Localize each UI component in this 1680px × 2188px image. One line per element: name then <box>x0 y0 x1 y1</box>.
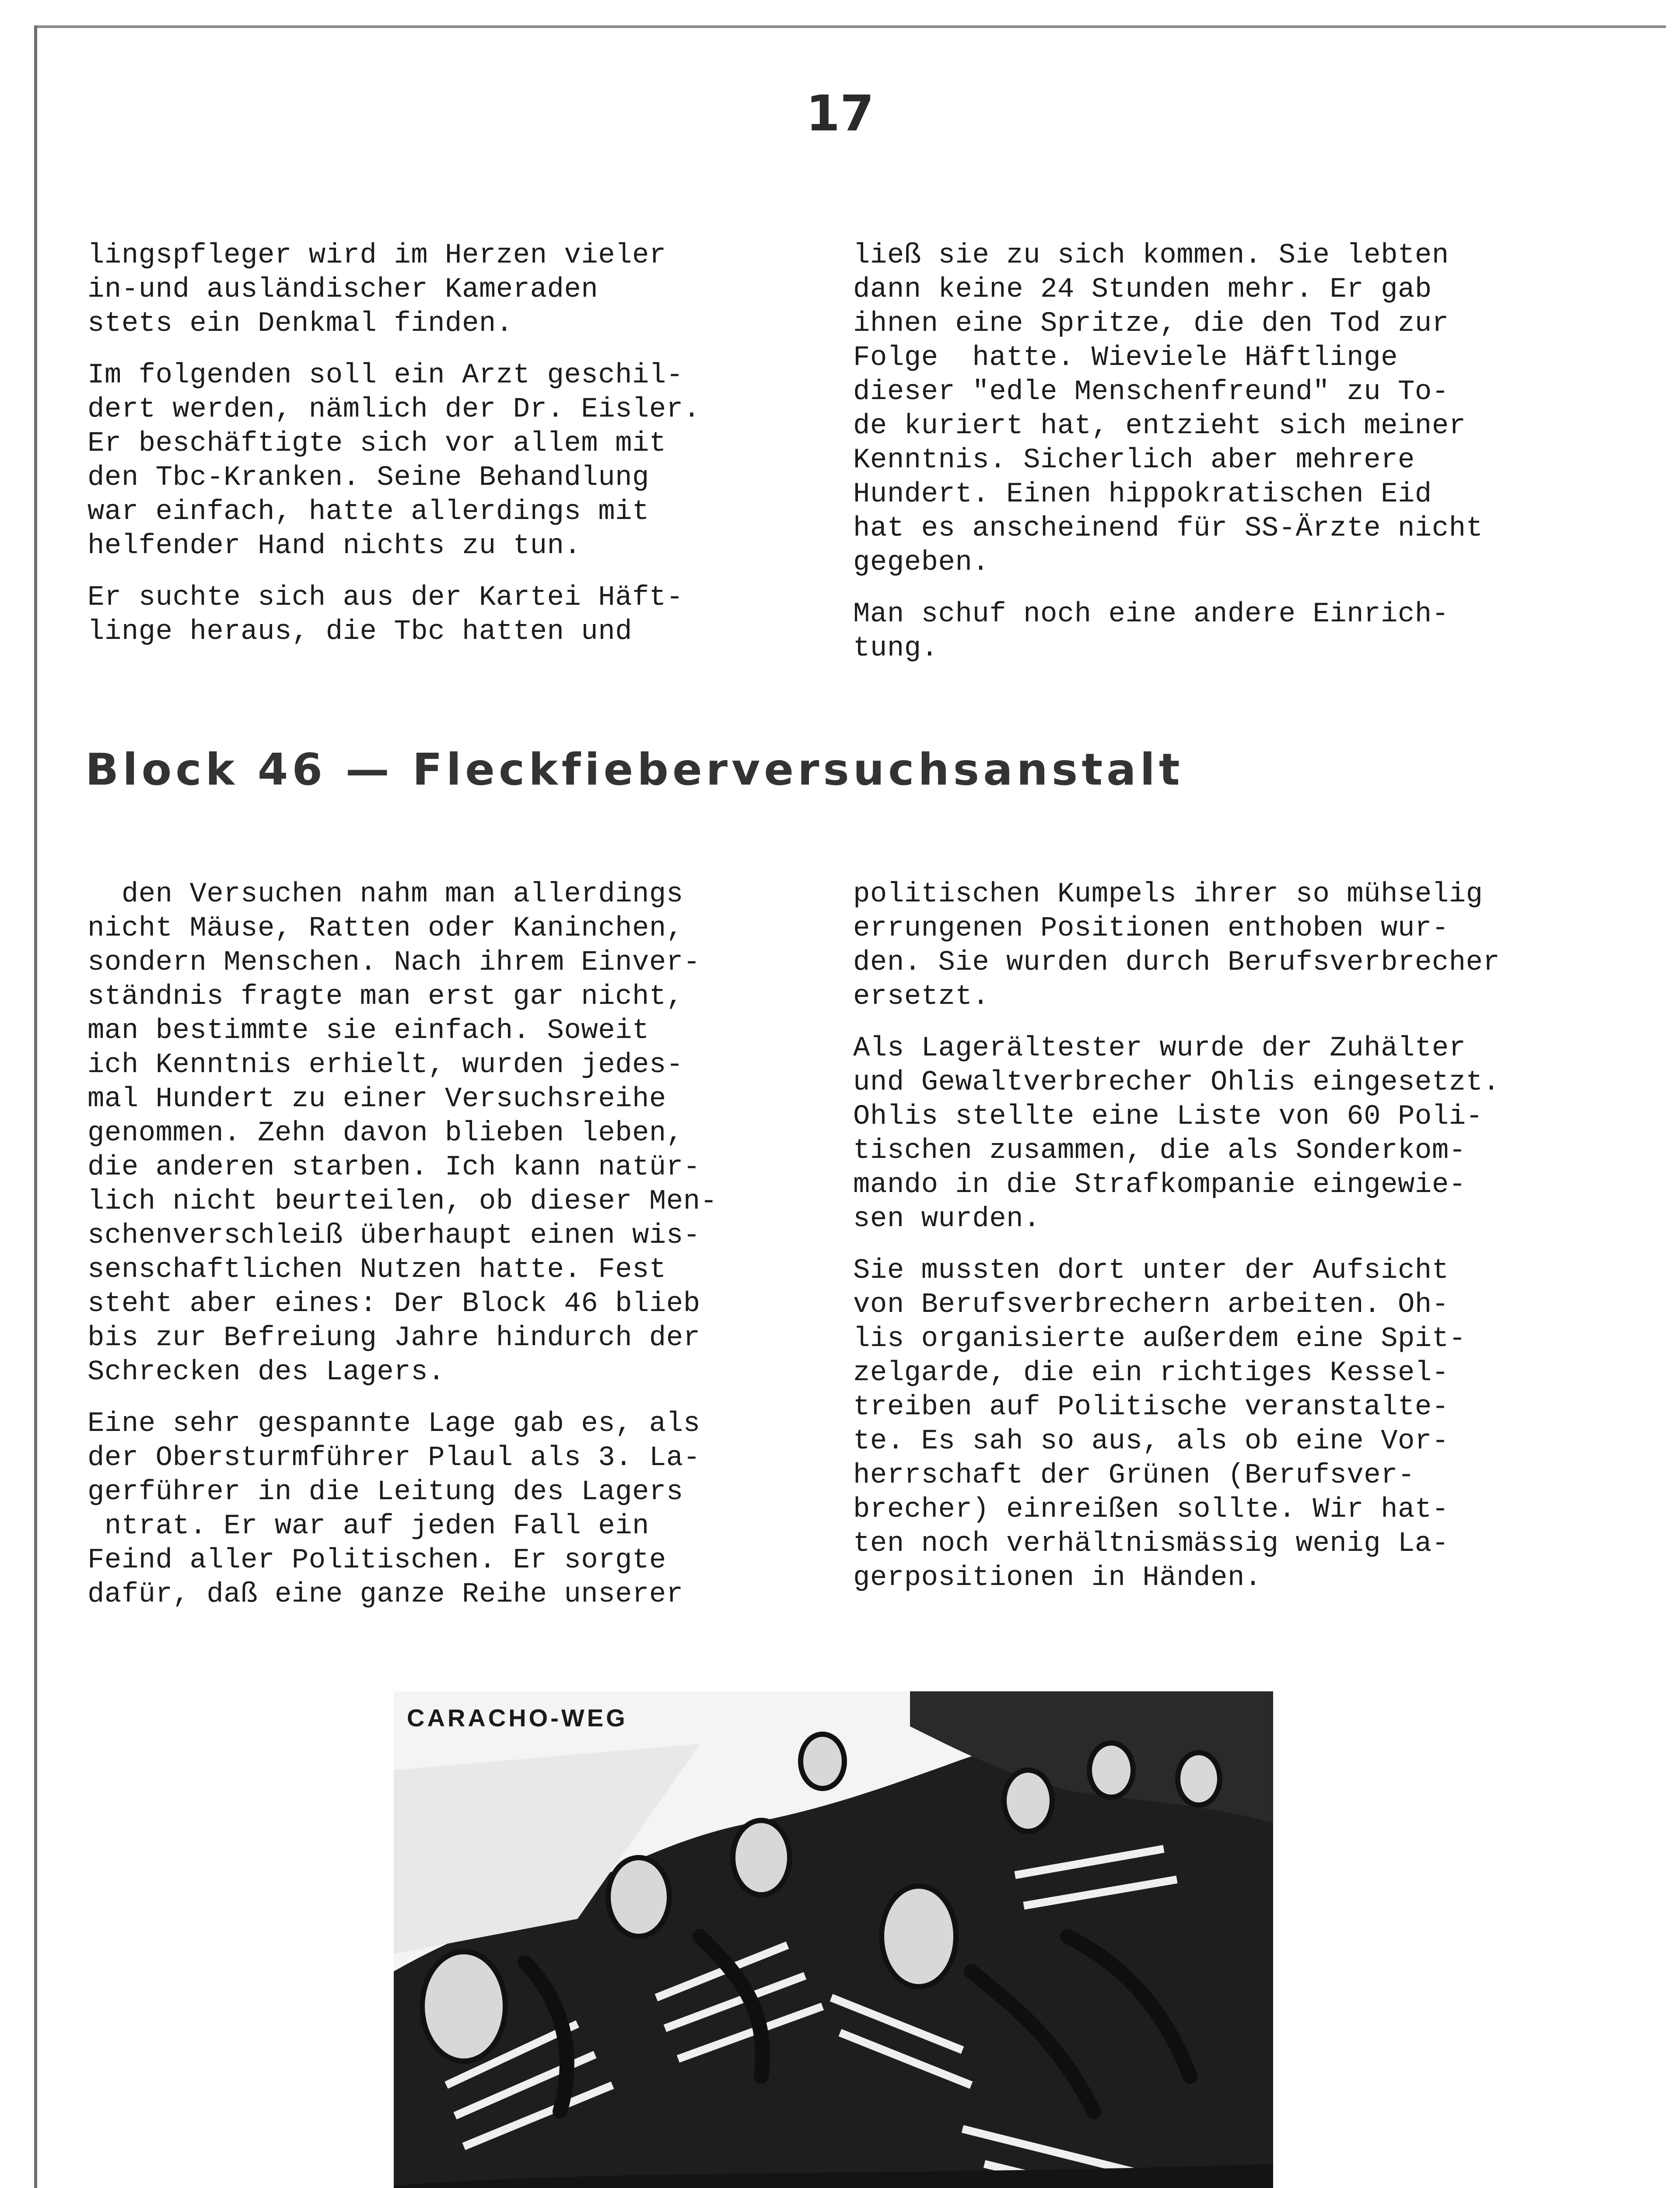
section-heading: Block 46 — Fleckfieberversuchsanstalt <box>85 744 1184 795</box>
paragraph: politischen Kumpels ihrer so mühselig errungenen Positionen enthoben wur- den. Sie wurden durch Berufsverbrecher ersetzt. <box>853 879 1500 1013</box>
column-left-bottom <box>88 877 840 1629</box>
paragraph: ließ sie zu sich kommen. Sie lebten dann keine 24 Stunden mehr. Er gab ihnen eine Spritze, die den Tod zur Folge hatte. Wieviele Häftlinge dieser "edle Menschenfreund" zu To- de kuriert hat, entzieht sich meiner Kenntnis. Sicherlich aber mehrere Hundert. Einen hippokratischen Eid hat es anscheinend für SS-Ärzte nicht gegeben. <box>853 240 1483 579</box>
column-left-top <box>88 238 840 666</box>
paragraph: Eine sehr gespannte Lage gab es, als der Obersturmführer Plaul als 3. La- gerführer in die Leitung des Lagers ntrat. Er war auf jeden Fall ein Feind aller Politischen. Er sorgte dafür, daß eine ganze Reihe unserer <box>88 1408 700 1610</box>
paragraph: Er suchte sich aus der Kartei Häft- linge heraus, die Tbc hatten und <box>88 582 683 648</box>
column-right-bottom <box>853 877 1606 1613</box>
prisoners-woodcut-image <box>394 1691 1273 2188</box>
paragraph: Man schuf noch eine andere Einrich- tung. <box>853 599 1449 664</box>
woodcut-illustration <box>394 1691 1273 2188</box>
paragraph: den Versuchen nahm man allerdings nicht Mäuse, Ratten oder Kaninchen, sondern Menschen. Nach ihrem Einver- ständnis fragte man erst gar nicht, man bestimmte sie einfach. Soweit ich Kenntnis erhielt, wurden jedes- mal Hundert zu einer Versuchsreihe genommen. Zehn davon blieben leben, die anderen starben. Ich kann natür- lich nicht beurteilen, ob dieser Men- schenverschleiß überhaupt einen wis- senschaftlichen Nutzen hatte. Fest steht aber eines: Der Block 46 blieb bis zur Befreiung Jahre hindurch der Schrecken des Lagers. <box>88 879 718 1388</box>
sign-text: CARACHO-WEG <box>407 1704 628 1732</box>
scan-border-top <box>34 25 1666 28</box>
paragraph: Sie mussten dort unter der Aufsicht von Berufsverbrechern arbeiten. Oh- lis organisierte außerdem eine Spit- zelgarde, die ein richtiges Kessel- treiben auf Politische veranstalte- te. Es sah so aus, als ob eine Vor- herrschaft der Grünen (Berufsver- brecher) einreißen sollte. Wir hat- ten noch verhältnismässig wenig La- gerpositionen in Händen. <box>853 1255 1466 1594</box>
scan-border-left <box>34 25 37 2188</box>
paragraph: Als Lagerältester wurde der Zuhälter und Gewaltverbrecher Ohlis eingesetzt. Ohlis stellte eine Liste von 60 Poli- tischen zusammen, die als Sonderkom- mando in die Strafkompanie eingewie- sen wurden. <box>853 1033 1500 1235</box>
paragraph: lingspfleger wird im Herzen vieler in-und ausländischer Kameraden stets ein Denkmal finden. <box>88 240 666 340</box>
page-number: 17 <box>806 85 874 142</box>
paragraph: Im folgenden soll ein Arzt geschil- dert werden, nämlich der Dr. Eisler. Er beschäftigte sich vor allem mit den Tbc-Kranken. Seine Behandlung war einfach, hatte allerdings mit helfender Hand nichts zu tun. <box>88 360 700 562</box>
column-right-top <box>853 238 1606 683</box>
